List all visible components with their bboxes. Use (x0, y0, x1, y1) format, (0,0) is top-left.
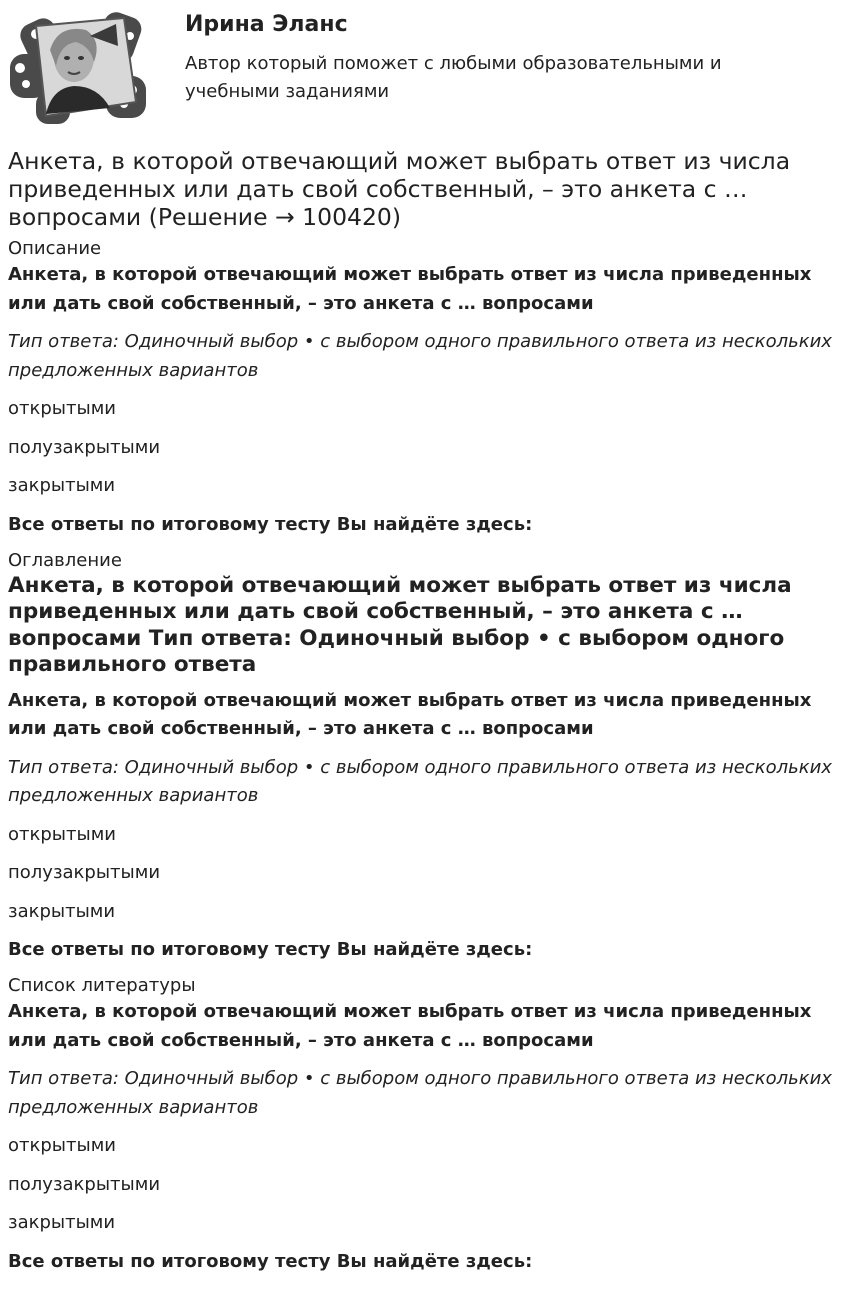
toc-section (8, 549, 838, 965)
author-description: Автор который поможет с любыми образовательными и учебными заданиями (185, 53, 722, 102)
answer-option: открытыми (8, 1135, 116, 1156)
literature-section (8, 974, 838, 1276)
section-label-toc: Оглавление (8, 549, 122, 571)
question-text: Анкета, в которой отвечающий может выбрать ответ из числа приведенных или дать свой собственный, – это анкета с … вопросами (8, 689, 812, 739)
question-text: Анкета, в которой отвечающий может выбрать ответ из числа приведенных или дать свой собственный, – это анкета с … вопросами (8, 264, 812, 314)
answer-option: полузакрытыми (8, 1173, 161, 1195)
answer-option: полузакрытыми (8, 862, 161, 883)
section-label-description: Описание (8, 238, 102, 259)
page-title: Анкета, в которой отвечающий может выбрать ответ из числа приведенных или дать свой собственный, – это анкета с … вопросами (Решение → 100420) (8, 147, 791, 231)
main-content (8, 147, 838, 1286)
answer-type: Тип ответа: Одиночный выбор • с выбором одного правильного ответа из нескольких предложенных вариантов (8, 331, 832, 381)
answer-type: Тип ответа: Одиночный выбор • с выбором одного правильного ответа из нескольких предложенных вариантов (8, 756, 832, 806)
all-answers-note: Все ответы по итоговому тесту Вы найдёте здесь: (8, 1250, 533, 1272)
answer-option: закрытыми (8, 475, 116, 496)
answer-type: Тип ответа: Одиночный выбор • с выбором одного правильного ответа из нескольких предложенных вариантов (8, 1068, 832, 1118)
question-text: Анкета, в которой отвечающий может выбрать ответ из числа приведенных или дать свой собственный, – это анкета с … вопросами (8, 1001, 812, 1051)
author-name: Ирина Эланс (185, 12, 348, 37)
answer-option: открытыми (8, 398, 116, 419)
answer-option: закрытыми (8, 900, 116, 922)
all-answers-note: Все ответы по итоговому тесту Вы найдёте здесь: (8, 939, 533, 960)
author-header (0, 0, 847, 130)
description-section (8, 237, 838, 539)
toc-heading: Анкета, в которой отвечающий может выбрать ответ из числа приведенных или дать свой собственный, – это анкета с … вопросами Тип ответа: Одиночный выбор • с выбором одного правильного ответа (8, 572, 792, 677)
all-answers-note: Все ответы по итоговому тесту Вы найдёте здесь: (8, 513, 533, 535)
author-avatar (6, 6, 152, 128)
section-label-literature: Список литературы (8, 975, 196, 996)
answer-option: закрытыми (8, 1212, 116, 1233)
answer-option: открытыми (8, 823, 116, 845)
answer-option: полузакрытыми (8, 436, 161, 458)
